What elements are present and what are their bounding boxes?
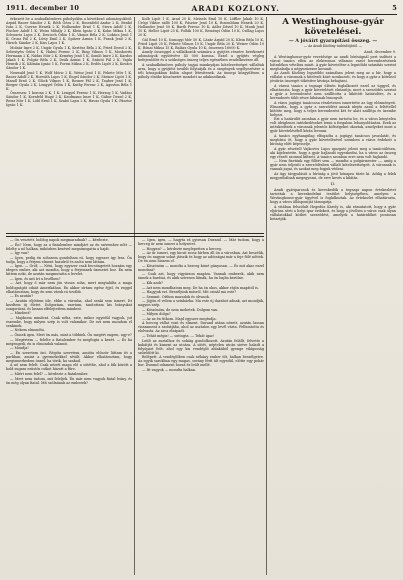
paragraph: Amely összeggel a vállalkozók számára a gyüjtés részére beérkezett adományok együttvéve 45 000 korona. Ezzel a gyüjtés végleg befejeződött és a szükséges összeg teljes egészében rendelkezésre áll. (138, 50, 264, 63)
paragraph: — Igen, pedig én sohasem gondoltam rá, hogy egyszer így lesz. Ön tudja, hogy a férjem elment hazulról és azóta nem láttam. (6, 255, 132, 264)
paragraph: A szabadkőműves páholy tagjai mindnyájan kötelezettséget vállaltak arra, hogy a gyüjtést tovább folytatják és a szegények segélyezésére a téli hónapokban külön alapot létesítenek. Az ünnepi közgyűlésen a páholy elnöke köszönetet mondott az adakozóknak. (138, 63, 264, 80)
paragraph: — Köszönöm — mondta a herceg kissé gúnyosan. — És mit akar ezzel mondani? (138, 263, 264, 272)
article-byline: — Az Aradi Közlöny tudósítójától. — (303, 44, 363, 48)
donor-list-2 (138, 17, 264, 232)
paragraph: — Igen. — Gróf, — Néni, hogy egyszer csak becsöngetett hozzám egy idegen ember, aki azt mondta, hogy a férjemnek üzenetet hoz. Én nem hittem neki, de azután megmutatta a levelet. (6, 264, 132, 277)
paragraph: — Jöjjön el velem a színházba. Ma este új darabot adnak, azt mondják, nagyon szép. (138, 299, 264, 308)
paragraph: érkezett be a szabadkőműves páholyokba a következő adományokból: Arpád Bauer Sándor 2 K, Róth Géza 2 K, Rosenfeld Andor 2 K, Benkő Iván 2 K, Cserne Henrik 2 K, Hollaender Ernő 1 K, Stern Adolf 2 K, Fischer Adolf 1 K, Weiss Mihály 2 K, Klein Ignác 2 K, Kohn Miksa 1 K, Schwartz Lajos 2 K, Deutsch Ödön 1 K, Vámos Béla 2 K, Lukács Jenő 1 K, Grosz Pál 2 K, Lőwy Emil 2 K, Spitzer Ármin 1 K, Frank Jenő 2 K, Hirsch Sándor 2 K, Kiss Lajos 1 K. (6, 17, 132, 46)
paragraph: — Majdnem mindent. Csak néha, este, mikor egyedül vagyok, jut eszembe, hogy milyen szép is volt valamikor. De ezt nem mondom el senkinek. (6, 315, 132, 328)
feuilleton-column-1 (6, 238, 132, 575)
paragraph: — Köszönöm, de nem mehetek. Dolgom van. (142, 307, 219, 312)
paragraph: A városi tanács a tegnapi ülésén foglalkozott ezzel az üggyel, és elhatározta, hogy a gyár követelését elutasítja, mert a szerződés szerint a gyár a berendezést nem szállította a kikötött határidőre, és a berendezés több része hibásnak bizonyult. (270, 83, 396, 101)
paragraph: — Nekem elmondta. (10, 328, 45, 333)
page-header (6, 2, 397, 14)
paragraph: — Mert nem tudom, mit feleljek. Én már nem vagyok fiatal leány, és ön még olyan fiatal. Mit szólnának az emberek? (6, 376, 132, 385)
paragraph: — Nem fizetünk egy fillért sem — mondta a polgármester —, amíg a gyár nem teljesíti a szerződésben vállalt kötelezettségeit. A városnak is vannak jogai, és azokat meg fogjuk védeni. (270, 159, 396, 172)
paragraph: — Azt nem mondhatom meg. De ha ön okos, akkor rájön magától is. (142, 285, 259, 290)
paragraph: — Ön vesztett, boldog napok megmaradnak? — kérdezte. (10, 238, 109, 242)
donor-list-1 (6, 17, 132, 232)
paragraph: — Én? Nem, hogy az a fiatalember mindjárt az én szívemhez nőtt — felelte a nő halkan, miközben kezével megsimogatta a haját. (6, 242, 132, 251)
column-divider (134, 17, 135, 575)
paragraph: — Milyen dolga? (142, 312, 171, 317)
paragraph: Neuwald Jenő 1 K, Wolf Móric 2 K, Weisz Jenő 1 K, Fekete Mór 1 K, Bauer Adolf 2 K, Horváth Lajos 1 K, Engel Sándor 2 K, Steiner Lipót 1 K, Mandl Ernő 2 K, Glück Vilmos 1 K, Rosner Pál 2 K, Tauber Jenő 1 K, Berger Gyula 2 K, Lengyel Ödön 1 K, Kuthy Ferenc 2 K, Ágoston Béla 1 K. (6, 70, 132, 91)
paragraph: — Csak azt, hogy vigyázzon magára. Vannak emberek, akik nem önnek a barátai, és akik szívesen látnák, ha ön bajba kerülne. (138, 272, 264, 281)
paragraph: Összesen: 1 korona 2 K, 1 K. Lengyel Ferenc 1 K, Herzog 1 K, Vadász Sándor 1 K, Kornfeld Hugó 2 K, Kaufmann Imre 1 K, Gábor Dezső 2 K, Reisz Mór 1 K, Löbl Ernő 1 K, Szabó Lajos 2 K, Havas Gyula 1 K, Pásztor Ignác 1 K. (6, 91, 132, 108)
masthead-title: ARADI KOZLONY. (191, 3, 280, 13)
header-rule (6, 14, 397, 15)
article-dateline: Arad, december 9. (364, 50, 396, 55)
paragraph: Kolb Lipót 1 K, Arad 20 K, Meisels Emil 10 K, Löffler Jakab 10 K, Ürögi Viktor sidló 100 K, Pásztor Jenő 10 K, Rosenblum Henrik 20 K, Hollander Jenő 50 K, Barth Ferenc 10 K, Adler Dávid 10 K, Munk Jenő 10 K, Heller Lipót 25 K, Pollák 100 K, Reményi Ödön 10 K, Csillag Lajos 20 K. (138, 17, 264, 38)
paragraph: Molnár Imre 2 K, Ungár Gyula 1 K, Kertész Béla 2 K, Fried Dezső 2 K, Sebestyén Ödön 1 K, Halmi Ferenc 2 K, Ring Vilmos 1 K, Moskovits Hermann 2 K, Nádas Mór 2 K, Kemény Jenő 1 K, Somló Imre 2 K, Kardos Jakab 1 K, Polgár Béla 2 K, Deák Ármin 1 K, Szántó Pál 2 K, Vajda Henrik 2 K, Kálmán Ignác 1 K, Forrai Miksa 2 K, Erdős Lipót 2 K, Kovács Sándor 1 K. (6, 45, 132, 71)
paragraph: — Megértem — felelte a fiatalember és megfogta a kezét. — És ha megengedi, én is elmondok valamit. (6, 337, 132, 346)
section-rule (6, 233, 264, 234)
paragraph: — Tehát mégis! — suttogta. — Tehát igaz! (142, 334, 215, 339)
paragraph: — Igen, igen, — hagyta rá gyorsan Durand. — Már tudom, hogy a herceg úr nem ismeri a helyzetet. (138, 238, 264, 247)
paragraph: — Hagyjuk ezt. Beszéljünk másról. Mit csinál ma este? (142, 290, 237, 295)
paragraph: — Én szeretem önt. Régóta szeretem, amióta először láttam itt a parkban, amint a gyermekekkel sétált. Akkor elhatároztam, hogy megismerkedem önnel, ha törik, ha szakad. (6, 350, 132, 363)
paragraph: A Westinghouse-gyár vezetősége az aradi bíróságnál pert indított a városi tanács ellen az elektromos villamos vasút berendezésének hátralékos vételára miatt. A gyár követelése a legutóbbi számítás szerint meghaladja a négyszázezer koronát. (270, 54, 396, 71)
issue-date: 1911. december 10 (6, 4, 80, 12)
paragraph: Belépett. A vendéglőben csak néhány ember ült, halkan beszélgetve. Az egyik sarokban egy magas, sovány férfi ült egyedül, előtte egy pohár bor. Durand odament hozzá és leült mellé. (138, 355, 264, 368)
column-divider (266, 17, 267, 575)
paragraph: — Miért nem felel? — kérdezte a fiatalember. (10, 371, 89, 376)
paragraph: Gál Ernő 10 K, Somogyi Mór 50 K, Lázár Árpád 20 K, Klein Béla 10 K, Fried Lipót 25 K, Fekete Vilmos 10 K, Ungár Béla 20 K, Weiser Ödön 10 K, Rónai Miksa 15 K, Balázs Gyula 10 K, összesen 16000 K. (138, 37, 264, 50)
section-numeral: II. (330, 181, 336, 186)
paragraph: — Mondja! (10, 346, 29, 351)
page-number: 5 (392, 4, 397, 12)
paragraph: A gyár részéről Vajkovics Lajos igazgató jelent meg a tanácsülésen, aki kijelentette, hogy a gyár hajlandó egyezkedni, ha a város az összeg egy részét azonnal kifizeti. A tanács azonban erre nem volt hajlandó. (270, 146, 396, 159)
paragraph: — Hogyan? — kérdezte meglepetten a herceg. (142, 246, 222, 251)
paragraph: Az ügy tárgyalását a bíróság a jövő hónapra tűzte ki. Addig a felek megpróbálnak megegyezni, de erre kevés a kilátás. (270, 171, 396, 180)
paragraph: — Az úr ismeri, egy kicsit rossz hírben áll ön a városban. Azt beszélik, hogy ön nagyon sokat játszik és hogy az adósságai már a feje fölé nőttek. De én nem hiszem el. (138, 251, 264, 264)
paragraph: — Az az én titkom. Majd egyszer megtudja. (142, 316, 217, 321)
paragraph: A herceg vállat vont és elment. Durand utána nézett, azután lassan visszament a szobájába, ahol az asztalon egy levél várta. Felbontotta és elolvasta. Az arca elsápadt. (138, 321, 264, 334)
paragraph: Aradi gyáriparosok és kereskedők a tegnapi napon értekezletet tartottak a kereskedelmi testület helyiségében, amelyen a Westinghouse-gyár ügyével is foglalkoztak. Az értekezlet elhatározta, hogy a város álláspontját támogatja. (270, 188, 396, 205)
paragraph: — Kik azok? (142, 280, 163, 285)
article-subheadline: — A jóváírt gyarapítási összeg. — (288, 37, 378, 44)
feuilleton-column-2 (138, 238, 264, 575)
paragraph: A vitában felszólalt Hegedüs Károly is, aki rámutatott, hogy a gyár eljárása sérti a helyi ipar érdekeit, és hogy a jövőben a város csak olyan vállalatokkal köthet szerződést, amelyek a határidőket pontosan betartják. (270, 204, 396, 221)
paragraph: — És azután? (10, 294, 34, 299)
paragraph: A nő nem felelt. Csak nézett maga elé a sötétbe, ahol a fák között a hold sugara ezüstös csíkot húzott a fűre. (6, 363, 132, 372)
column-3 (270, 17, 396, 575)
paragraph: — Semmit. Otthon maradok és olvasok. (142, 294, 210, 299)
article-headline: A Westinghouse-gyár követelései. (282, 17, 384, 37)
paragraph: — Itt vagyok — mondta halkan. (142, 367, 196, 372)
paragraph: — Így van? (10, 251, 29, 256)
paragraph: — Önnek igen. Mert ön más, mint a többiek. Ön megért engem, ugy-e? (10, 333, 132, 338)
paragraph: — Mindent? (10, 311, 31, 316)
paragraph: — Igen, és mit írt a levélben? (10, 276, 61, 281)
paragraph: — Azt, hogy ő már nem jön vissza soha, mert megtalálta a maga boldogságát odaát Amerikában. Én akkor sírtam egész éjjel, és reggel elhatároztam, hogy én sem várok rá tovább. (6, 281, 132, 294)
paragraph: Az Aradi Közlöny legutóbbi számában jelent meg az a hír, hogy a vállalat a városnak a hitelezői közé sorakozott, és hogy a gyár a kötelező jóváírás összegét tőkésítve kívánja behajtani. (270, 71, 396, 84)
paragraph: — Azután eljöttem ide, ebbe a városba, ahol senki sem ismert. Itt kezdtem új életet. Dolgoztam, varrtam, tanítottam kis leányokat zongorázni, és lassan elfelejtettem mindent. (6, 298, 132, 311)
paragraph: Leült az asztalhoz és sokáig gondolkozott. Azután felállt, felvette a kabátját és kiment az utcára. A sötét, néptelen utcán sietve haladt a folyópart felé, ahol egy kis vendéglő ablakából gyenge világosság szűrődött ki. (138, 338, 264, 355)
section-rule (6, 236, 264, 237)
paragraph: Ezt a határidőt azonban a gyár nem tartotta be, és a város kénytelen volt ideiglenes intézkedéseket tenni a forgalom lebonyolítására. Ezek az intézkedések a városnak jelentős költségeket okoztak, amelyeket most a gyár követeléséből kíván levonni. (270, 117, 396, 134)
paragraph: A tanács egyhangúlag elfogadta a jogügyi tanácsos javaslatát, és megbízta őt, hogy a gyár követelésével szemben a város érdekeit a bíróság előtt képviselje. (270, 133, 396, 147)
paragraph: A város jogügyi tanácsosa részletesen ismertette az ügy előzményeit. Elmondta, hogy a gyár a szerződést annak idején azzal a feltétellel kötötte meg, hogy a teljes berendezést két év alatt szállítja és üzembe helyezi. (270, 100, 396, 117)
